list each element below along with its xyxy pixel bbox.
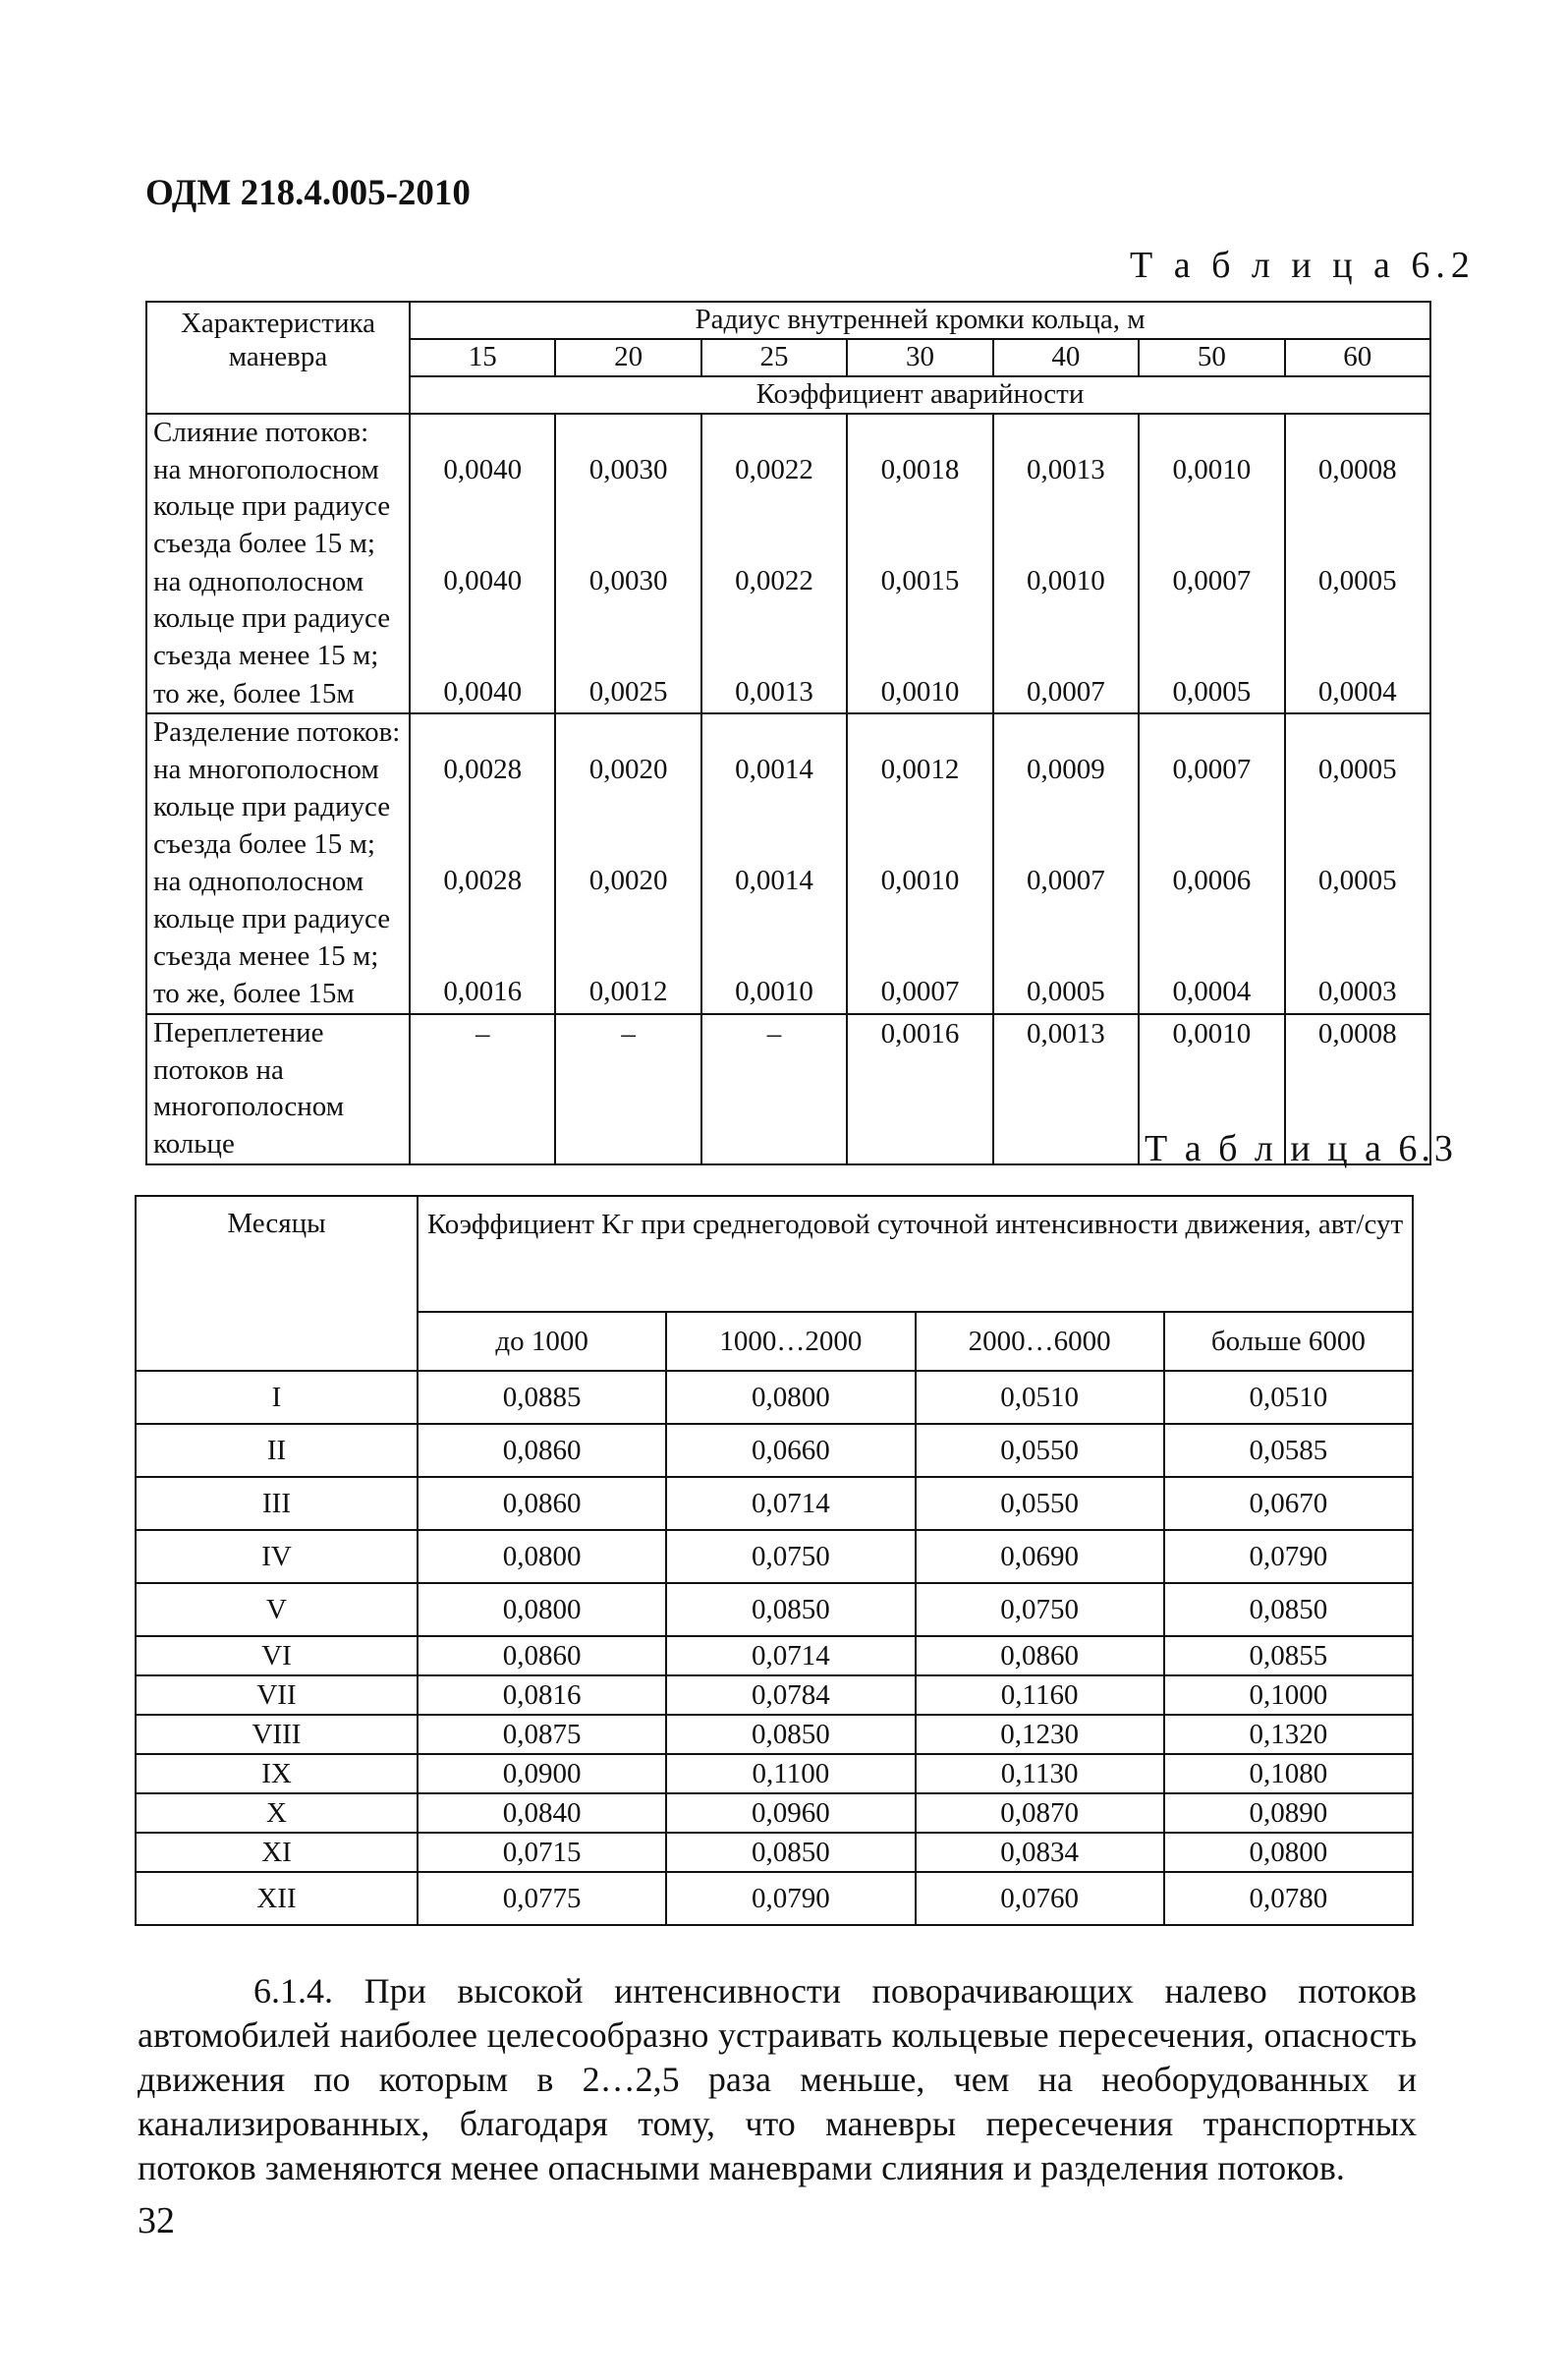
table-row [136, 1424, 1413, 1477]
value-cell: 0,0855 [1164, 1636, 1413, 1675]
values-col [993, 713, 1139, 1013]
value-cell: 0,0860 [418, 1636, 666, 1675]
values-col [993, 414, 1139, 713]
value-cell: 0,0013 [735, 675, 813, 708]
intensity-header: больше 6000 [1164, 1312, 1413, 1371]
table-6-2-caption: Т а б л и ц а 6.2 [1130, 245, 1476, 286]
value-cell: 0,0550 [916, 1424, 1164, 1477]
table-row [136, 1754, 1413, 1793]
month-cell: V [136, 1583, 418, 1636]
value-cell: 0,0013 [1027, 453, 1105, 485]
value-cell: 0,1100 [666, 1754, 915, 1793]
value-cell: 0,0850 [666, 1715, 915, 1754]
value-cell: 0,0006 [1172, 865, 1252, 897]
table-row [136, 1583, 1413, 1636]
value-cell: 0,0850 [666, 1833, 915, 1872]
month-cell: XII [136, 1872, 418, 1925]
value-cell: 0,0014 [735, 865, 813, 897]
table-row [136, 1477, 1413, 1530]
value-cell: 0,0875 [418, 1715, 666, 1754]
values-col [410, 414, 555, 713]
value-cell: 0,0800 [418, 1583, 666, 1636]
document-code: ОДМ 218.4.005-2010 [145, 173, 471, 213]
table-6-3 [135, 1195, 1414, 1926]
month-cell: I [136, 1371, 418, 1424]
value-cell: 0,0010 [735, 976, 813, 1008]
value-cell: 0,0020 [588, 865, 668, 897]
value-cell: 0,1160 [916, 1675, 1164, 1715]
table-6-3-caption: Т а б л и ц а 6.3 [1145, 1128, 1457, 1169]
value-cell: 0,0760 [916, 1872, 1164, 1925]
value-cell: 0,0018 [880, 453, 960, 485]
values-col [1139, 414, 1284, 713]
value-cell: 0,0004 [1317, 675, 1397, 708]
value-cell: 0,0010 [1027, 564, 1105, 596]
month-cell: VII [136, 1675, 418, 1715]
table-row [136, 1872, 1413, 1925]
value-cell: 0,0960 [666, 1793, 915, 1833]
value-cell: 0,0840 [418, 1793, 666, 1833]
table-row [136, 1530, 1413, 1583]
table-row [136, 1793, 1413, 1833]
value-cell: 0,0028 [443, 865, 523, 897]
value-cell: – [410, 1014, 555, 1164]
radius-header: 50 [1139, 339, 1284, 376]
value-cell: 0,0007 [1027, 865, 1105, 897]
value-cell: 0,0025 [588, 675, 668, 708]
values-col [1285, 414, 1430, 713]
value-cell: 0,0750 [666, 1530, 915, 1583]
values-col [1139, 713, 1284, 1013]
values-col [701, 414, 847, 713]
value-cell: 0,0010 [880, 675, 960, 708]
value-cell: 0,0005 [1317, 564, 1397, 596]
value-cell: 0,0715 [418, 1833, 666, 1872]
table-row [136, 1636, 1413, 1675]
radius-header: 60 [1285, 339, 1430, 376]
month-cell: II [136, 1424, 418, 1477]
value-cell: 0,0550 [916, 1477, 1164, 1530]
value-cell: 0,0008 [1317, 453, 1397, 485]
value-cell: 0,0885 [418, 1371, 666, 1424]
value-cell: 0,0510 [916, 1371, 1164, 1424]
value-cell: 0,0860 [418, 1477, 666, 1530]
value-cell: 0,0010 [1139, 1014, 1284, 1164]
values-col [555, 414, 700, 713]
value-cell: 0,0870 [916, 1793, 1164, 1833]
value-cell: 0,0040 [443, 675, 523, 708]
value-cell: 0,0012 [588, 976, 668, 1008]
value-cell: 0,1320 [1164, 1715, 1413, 1754]
radius-header: 25 [701, 339, 847, 376]
value-cell: 0,0660 [666, 1424, 915, 1477]
intensity-header: 1000…2000 [666, 1312, 915, 1371]
col-header-months: Месяцы [136, 1196, 418, 1371]
page-number: 32 [138, 2200, 175, 2241]
value-cell: 0,0010 [1172, 453, 1252, 485]
values-col [555, 713, 700, 1013]
value-cell: 0,0714 [666, 1477, 915, 1530]
paragraph-text: 6.1.4. При высокой интенсивности поворачивающих налево потоков автомобилей наиболее целесообразно устраивать кольцевые пересечения, опасность движения по которым в 2…2,5 раза меньше, чем на необорудованных и канализированных, благодаря тому, что маневры пересечения транспортных потоков заменяются менее опасными маневрами слияния и разделения потоков. [138, 1971, 1417, 2187]
value-cell: 0,0007 [1027, 675, 1105, 708]
radius-header: 30 [847, 339, 992, 376]
month-cell: IV [136, 1530, 418, 1583]
value-cell: 0,0800 [666, 1371, 915, 1424]
value-cell: 0,0005 [1172, 675, 1252, 708]
month-cell: IX [136, 1754, 418, 1793]
value-cell: 0,0013 [993, 1014, 1139, 1164]
value-cell: 0,0784 [666, 1675, 915, 1715]
table-row [136, 1833, 1413, 1872]
value-cell: 0,0900 [418, 1754, 666, 1793]
value-cell: 0,0834 [916, 1833, 1164, 1872]
month-cell: VI [136, 1636, 418, 1675]
values-col [847, 713, 992, 1013]
table-6-2 [145, 301, 1431, 1165]
values-col [410, 713, 555, 1013]
value-cell: 0,0040 [443, 564, 523, 596]
value-cell: – [701, 1014, 847, 1164]
value-cell: 0,0585 [1164, 1424, 1413, 1477]
month-cell: VIII [136, 1715, 418, 1754]
value-cell: 0,0014 [735, 754, 813, 786]
value-cell: 0,0010 [880, 865, 960, 897]
value-cell: 0,0007 [1172, 564, 1252, 596]
value-cell: 0,0015 [880, 564, 960, 596]
radius-header: 20 [555, 339, 700, 376]
value-cell: 0,0670 [1164, 1477, 1413, 1530]
value-cell: 0,0800 [418, 1530, 666, 1583]
month-cell: X [136, 1793, 418, 1833]
values-col [847, 414, 992, 713]
value-cell: 0,0780 [1164, 1872, 1413, 1925]
value-cell: 0,0020 [588, 754, 668, 786]
value-cell: 0,0009 [1027, 754, 1105, 786]
section-diverging [146, 713, 1430, 1013]
value-cell: 0,0028 [443, 754, 523, 786]
row-label: Переплетение потоков на многополосном кольце [146, 1014, 410, 1164]
row-label: на многополосном кольце при радиусе съезда более 15 м; [153, 754, 391, 860]
row-label: то же, более 15м [153, 677, 355, 709]
value-cell: 0,0005 [1317, 754, 1397, 786]
value-cell: 0,0016 [443, 976, 523, 1008]
values-col [1285, 713, 1430, 1013]
value-cell: 0,1080 [1164, 1754, 1413, 1793]
section-diverging-description [146, 713, 410, 1013]
paragraph-6-1-4 [138, 1969, 1417, 2190]
value-cell: 0,0714 [666, 1636, 915, 1675]
value-cell: 0,1130 [916, 1754, 1164, 1793]
section-title: Разделение потоков: [153, 716, 401, 749]
value-cell: 0,0030 [588, 453, 668, 485]
value-cell: – [555, 1014, 700, 1164]
intensity-header: 2000…6000 [916, 1312, 1164, 1371]
row-label: на однополосном кольце при радиусе съезда менее 15 м; [153, 866, 391, 972]
row-label: на однополосном кольце при радиусе съезда менее 15 м; [153, 565, 391, 672]
section-merging [146, 414, 1430, 713]
table-row [136, 1675, 1413, 1715]
radius-header: 40 [993, 339, 1139, 376]
value-cell: 0,1000 [1164, 1675, 1413, 1715]
value-cell: 0,0816 [418, 1675, 666, 1715]
row-label: то же, более 15м [153, 978, 355, 1010]
group-header-coefficient: Коэффициент Kг при среднегодовой суточной интенсивности движения, авт/сут [418, 1196, 1413, 1312]
intensity-header: до 1000 [418, 1312, 666, 1371]
value-cell: 0,0790 [1164, 1530, 1413, 1583]
subheader-accident-coefficient: Коэффициент аварийности [410, 376, 1430, 414]
value-cell: 0,0005 [1027, 976, 1105, 1008]
section-merging-description [146, 414, 410, 713]
table-row [136, 1715, 1413, 1754]
value-cell: 0,0003 [1317, 976, 1397, 1008]
value-cell: 0,0775 [418, 1872, 666, 1925]
table-row [136, 1371, 1413, 1424]
col-header-maneuver: Характеристика маневра [146, 302, 410, 414]
radius-header: 15 [410, 339, 555, 376]
value-cell: 0,0022 [735, 564, 813, 596]
value-cell: 0,0860 [916, 1636, 1164, 1675]
value-cell: 0,0510 [1164, 1371, 1413, 1424]
value-cell: 0,0022 [735, 453, 813, 485]
value-cell: 0,0040 [443, 453, 523, 485]
month-cell: XI [136, 1833, 418, 1872]
value-cell: 0,0005 [1317, 865, 1397, 897]
value-cell: 0,0690 [916, 1530, 1164, 1583]
value-cell: 0,0030 [588, 564, 668, 596]
value-cell: 0,0850 [1164, 1583, 1413, 1636]
value-cell: 0,0004 [1172, 976, 1252, 1008]
value-cell: 0,0008 [1285, 1014, 1430, 1164]
group-header-radius: Радиус внутренней кромки кольца, м [410, 302, 1430, 339]
value-cell: 0,0850 [666, 1583, 915, 1636]
value-cell: 0,0750 [916, 1583, 1164, 1636]
value-cell: 0,0790 [666, 1872, 915, 1925]
value-cell: 0,0007 [1172, 754, 1252, 786]
row-label: на многополосном кольце при радиусе съезда более 15 м; [153, 453, 391, 560]
section-title: Слияние потоков: [153, 417, 369, 448]
value-cell: 0,0016 [847, 1014, 992, 1164]
value-cell: 0,0860 [418, 1424, 666, 1477]
value-cell: 0,0007 [880, 976, 960, 1008]
value-cell: 0,0890 [1164, 1793, 1413, 1833]
value-cell: 0,0800 [1164, 1833, 1413, 1872]
value-cell: 0,1230 [916, 1715, 1164, 1754]
value-cell: 0,0012 [880, 754, 960, 786]
values-col [701, 713, 847, 1013]
month-cell: III [136, 1477, 418, 1530]
